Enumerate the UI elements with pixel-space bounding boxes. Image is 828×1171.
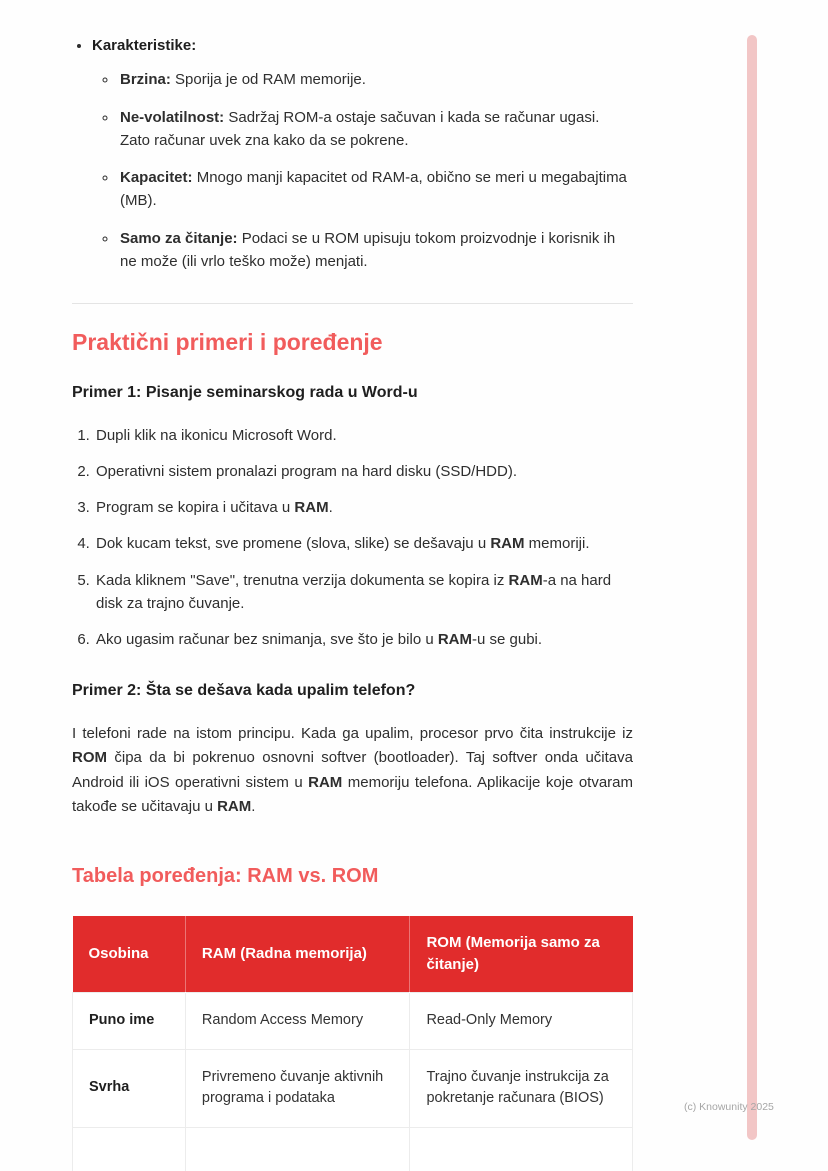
feature-cell: Puno ime bbox=[73, 992, 186, 1049]
characteristic-kapacitet: ◦ Kapacitet: Mnogo manji kapacitet od RAM-a, obično se meri u megabajtima (MB). bbox=[118, 166, 633, 213]
ram-cell bbox=[185, 1128, 410, 1171]
ram-cell: Privremeno čuvanje aktivnih programa i podataka bbox=[185, 1049, 410, 1128]
document-content bbox=[72, 0, 633, 1171]
section-divider bbox=[72, 303, 633, 304]
ram-cell: Random Access Memory bbox=[185, 992, 410, 1049]
step-item-1: 1. Dupli klik na ikonicu Microsoft Word. bbox=[94, 424, 633, 447]
watermark: (c) Knowunity 2025 bbox=[684, 1101, 774, 1113]
characteristics-title: Karakteristike: bbox=[92, 37, 197, 54]
word-example-steps bbox=[72, 424, 633, 652]
comparison-table-body bbox=[73, 992, 633, 1171]
step-item-5: 5. Kada kliknem "Save", trenutna verzija dokumenta se kopira iz RAM-a na hard disk za trajno čuvanje. bbox=[94, 569, 633, 616]
phone-example-paragraph: I telefoni rade na istom principu. Kada ga upalim, procesor prvo čita instrukcije iz ROM čipa da bi pokrenuo osnovni softver (bootloader). Taj softver onda učitava Android ili iOS operativni sistem u RAM memoriju telefona. Aplikacije koje otvaram takođe se učitavaju u RAM. bbox=[72, 725, 633, 815]
characteristics-list bbox=[72, 34, 633, 273]
comparison-table-heading: Tabela poređenja: RAM vs. ROM bbox=[72, 865, 379, 888]
feature-cell: Svrha bbox=[73, 1049, 186, 1128]
rom-cell bbox=[410, 1128, 633, 1171]
step-item-6: 6. Ako ugasim računar bez snimanja, sve što je bilo u RAM-u se gubi. bbox=[94, 628, 633, 651]
step-item-3: 3. Program se kopira i učitava u RAM. bbox=[94, 496, 633, 519]
example2-title: Primer 2: Šta se dešava kada upalim telefon? bbox=[72, 682, 416, 700]
characteristic-ne-volatilnost: ◦ Ne-volatilnost: Sadržaj ROM-a ostaje sačuvan i kada se računar ugasi. Zato računar uvek zna kako da se pokrene. bbox=[118, 106, 633, 153]
column-header-osobina: Osobina bbox=[73, 916, 186, 992]
step-item-4: 4. Dok kucam tekst, sve promene (slova, slike) se dešavaju u RAM memoriji. bbox=[94, 532, 633, 555]
column-header-rom: ROM (Memorija samo za čitanje) bbox=[410, 916, 633, 992]
rom-cell: Trajno čuvanje instrukcija za pokretanje računara (BIOS) bbox=[410, 1049, 633, 1128]
header-row bbox=[73, 916, 633, 992]
column-header-ram: RAM (Radna memorija) bbox=[185, 916, 410, 992]
feature-cell bbox=[73, 1128, 186, 1171]
characteristic-samo-za-citanje: ◦ Samo za čitanje: Podaci se u ROM upisuju tokom proizvodnje i korisnik ih ne može (ili vrlo teško može) menjati. bbox=[118, 227, 633, 274]
comparison-table bbox=[72, 916, 633, 1171]
example1-title: Primer 1: Pisanje seminarskog rada u Word-u bbox=[72, 383, 418, 401]
rom-cell: Read-Only Memory bbox=[410, 992, 633, 1049]
characteristics-sublist bbox=[92, 68, 633, 273]
table-row-puno-ime bbox=[73, 992, 633, 1049]
practical-examples-heading: Praktični primeri i poređenje bbox=[72, 329, 383, 355]
comparison-table-header bbox=[73, 916, 633, 992]
table-row-partial bbox=[73, 1128, 633, 1171]
table-row-svrha bbox=[73, 1049, 633, 1128]
page-edge-stripe bbox=[747, 35, 757, 1140]
step-item-2: 2. Operativni sistem pronalazi program na hard disku (SSD/HDD). bbox=[94, 460, 633, 483]
characteristic-brzina: ◦ Brzina: Sporija je od RAM memorije. bbox=[118, 68, 633, 91]
characteristics-list-item bbox=[92, 34, 633, 273]
